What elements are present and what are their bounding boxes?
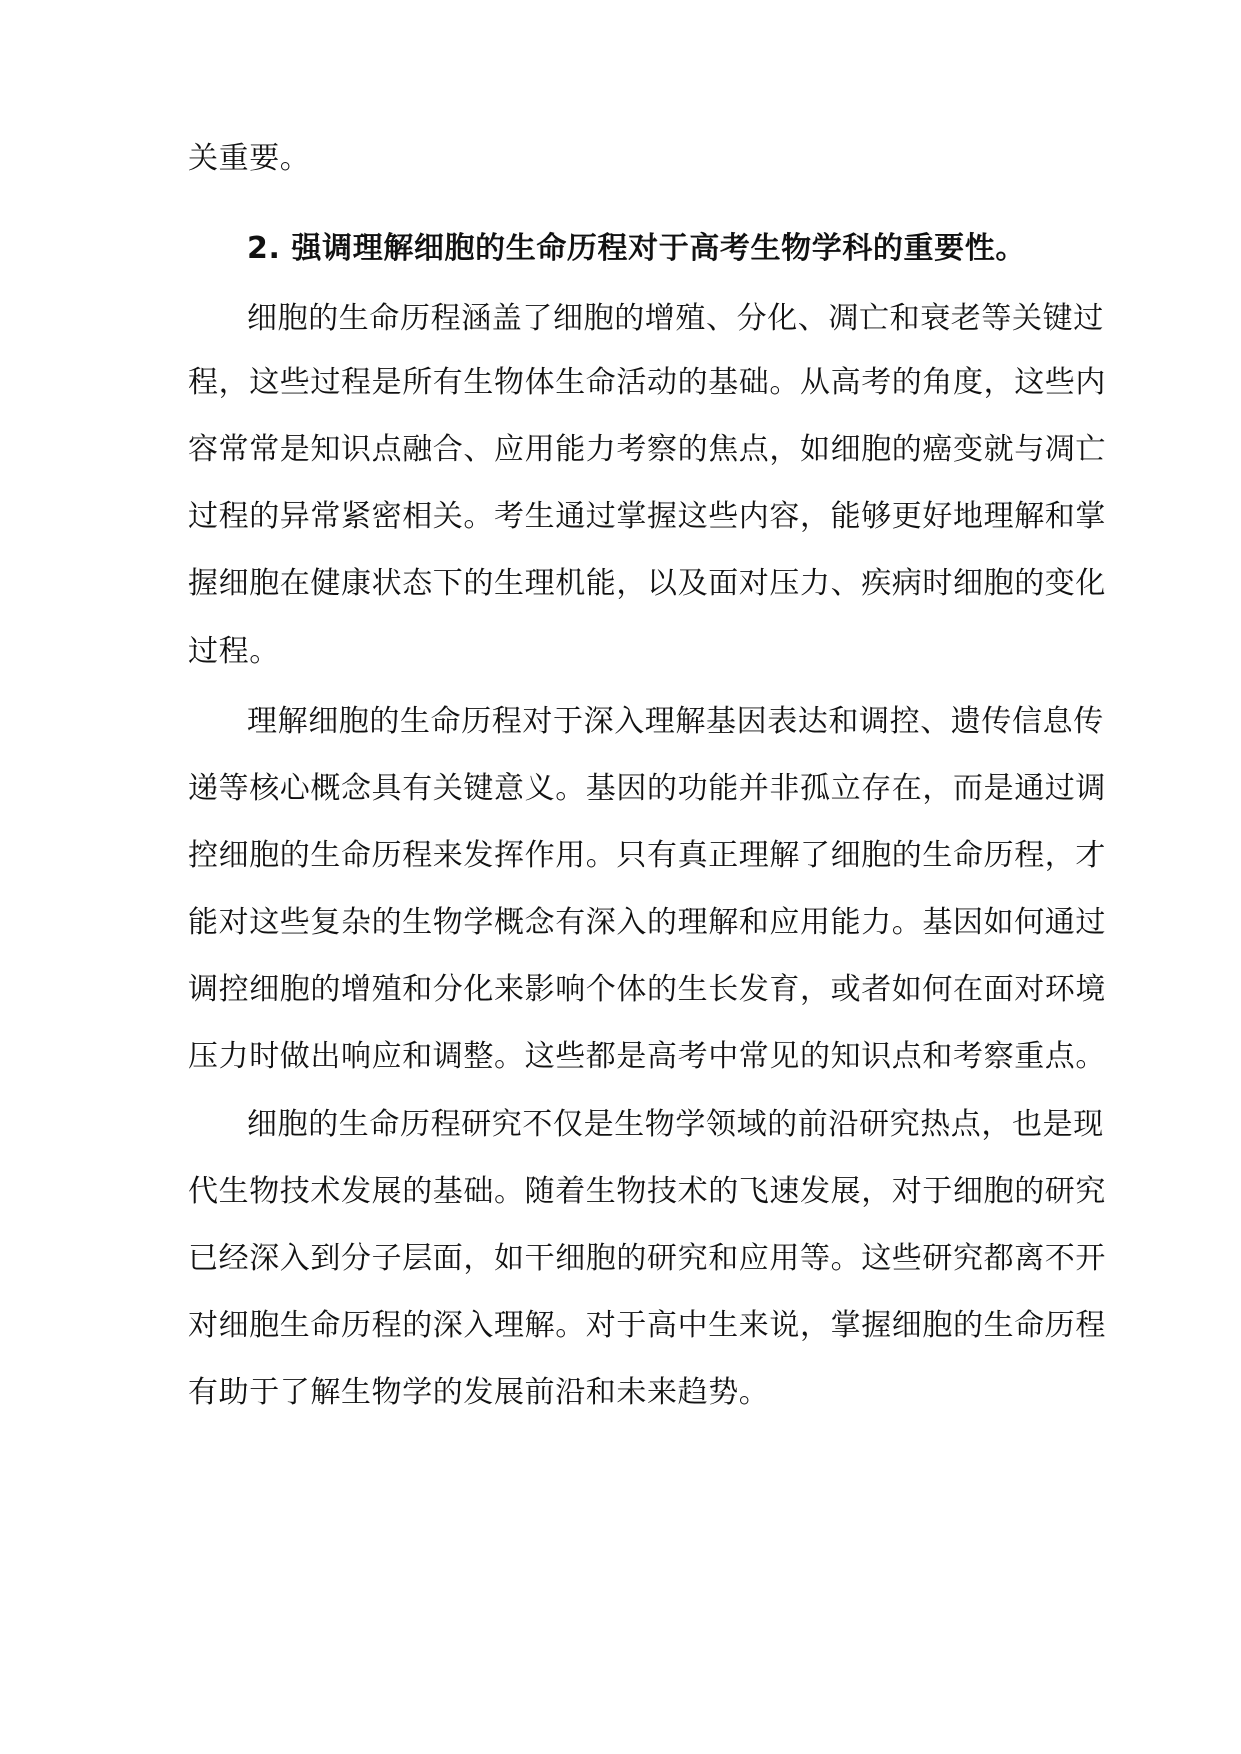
- paragraph-line: 压力时做出响应和调整。这些都是高考中常见的知识点和考察重点。: [188, 1039, 1106, 1074]
- paragraph-line: 对细胞生命历程的深入理解。对于高中生来说，掌握细胞的生命历程: [188, 1308, 1106, 1343]
- paragraph-line: 能对这些复杂的生物学概念有深入的理解和应用能力。基因如何通过: [188, 905, 1106, 940]
- paragraph-line: 理解细胞的生命历程对于深入理解基因表达和调控、遗传信息传: [247, 704, 1104, 739]
- paragraph-line: 已经深入到分子层面，如干细胞的研究和应用等。这些研究都离不开: [188, 1241, 1106, 1276]
- paragraph-line: 细胞的生命历程研究不仅是生物学领域的前沿研究热点，也是现: [247, 1107, 1104, 1142]
- paragraph-line: 过程。: [188, 634, 280, 669]
- section-heading: 2. 强调理解细胞的生命历程对于高考生物学科的重要性。: [247, 231, 1026, 266]
- paragraph-line: 代生物技术发展的基础。随着生物技术的飞速发展，对于细胞的研究: [188, 1174, 1106, 1209]
- paragraph-line: 容常常是知识点融合、应用能力考察的焦点，如细胞的癌变就与凋亡: [188, 432, 1106, 467]
- paragraph-line: 细胞的生命历程涵盖了细胞的增殖、分化、凋亡和衰老等关键过: [247, 301, 1104, 336]
- continuation-line: 关重要。: [188, 141, 311, 176]
- paragraph-line: 调控细胞的增殖和分化来影响个体的生长发育，或者如何在面对环境: [188, 972, 1106, 1007]
- paragraph-line: 程，这些过程是所有生物体生命活动的基础。从高考的角度，这些内: [188, 365, 1106, 400]
- paragraph-line: 有助于了解生物学的发展前沿和未来趋势。: [188, 1375, 770, 1410]
- paragraph-line: 过程的异常紧密相关。考生通过掌握这些内容，能够更好地理解和掌: [188, 499, 1106, 534]
- paragraph-line: 递等核心概念具有关键意义。基因的功能并非孤立存在，而是通过调: [188, 771, 1106, 806]
- paragraph-line: 控细胞的生命历程来发挥作用。只有真正理解了细胞的生命历程，才: [188, 838, 1106, 873]
- paragraph-line: 握细胞在健康状态下的生理机能，以及面对压力、疾病时细胞的变化: [188, 566, 1106, 601]
